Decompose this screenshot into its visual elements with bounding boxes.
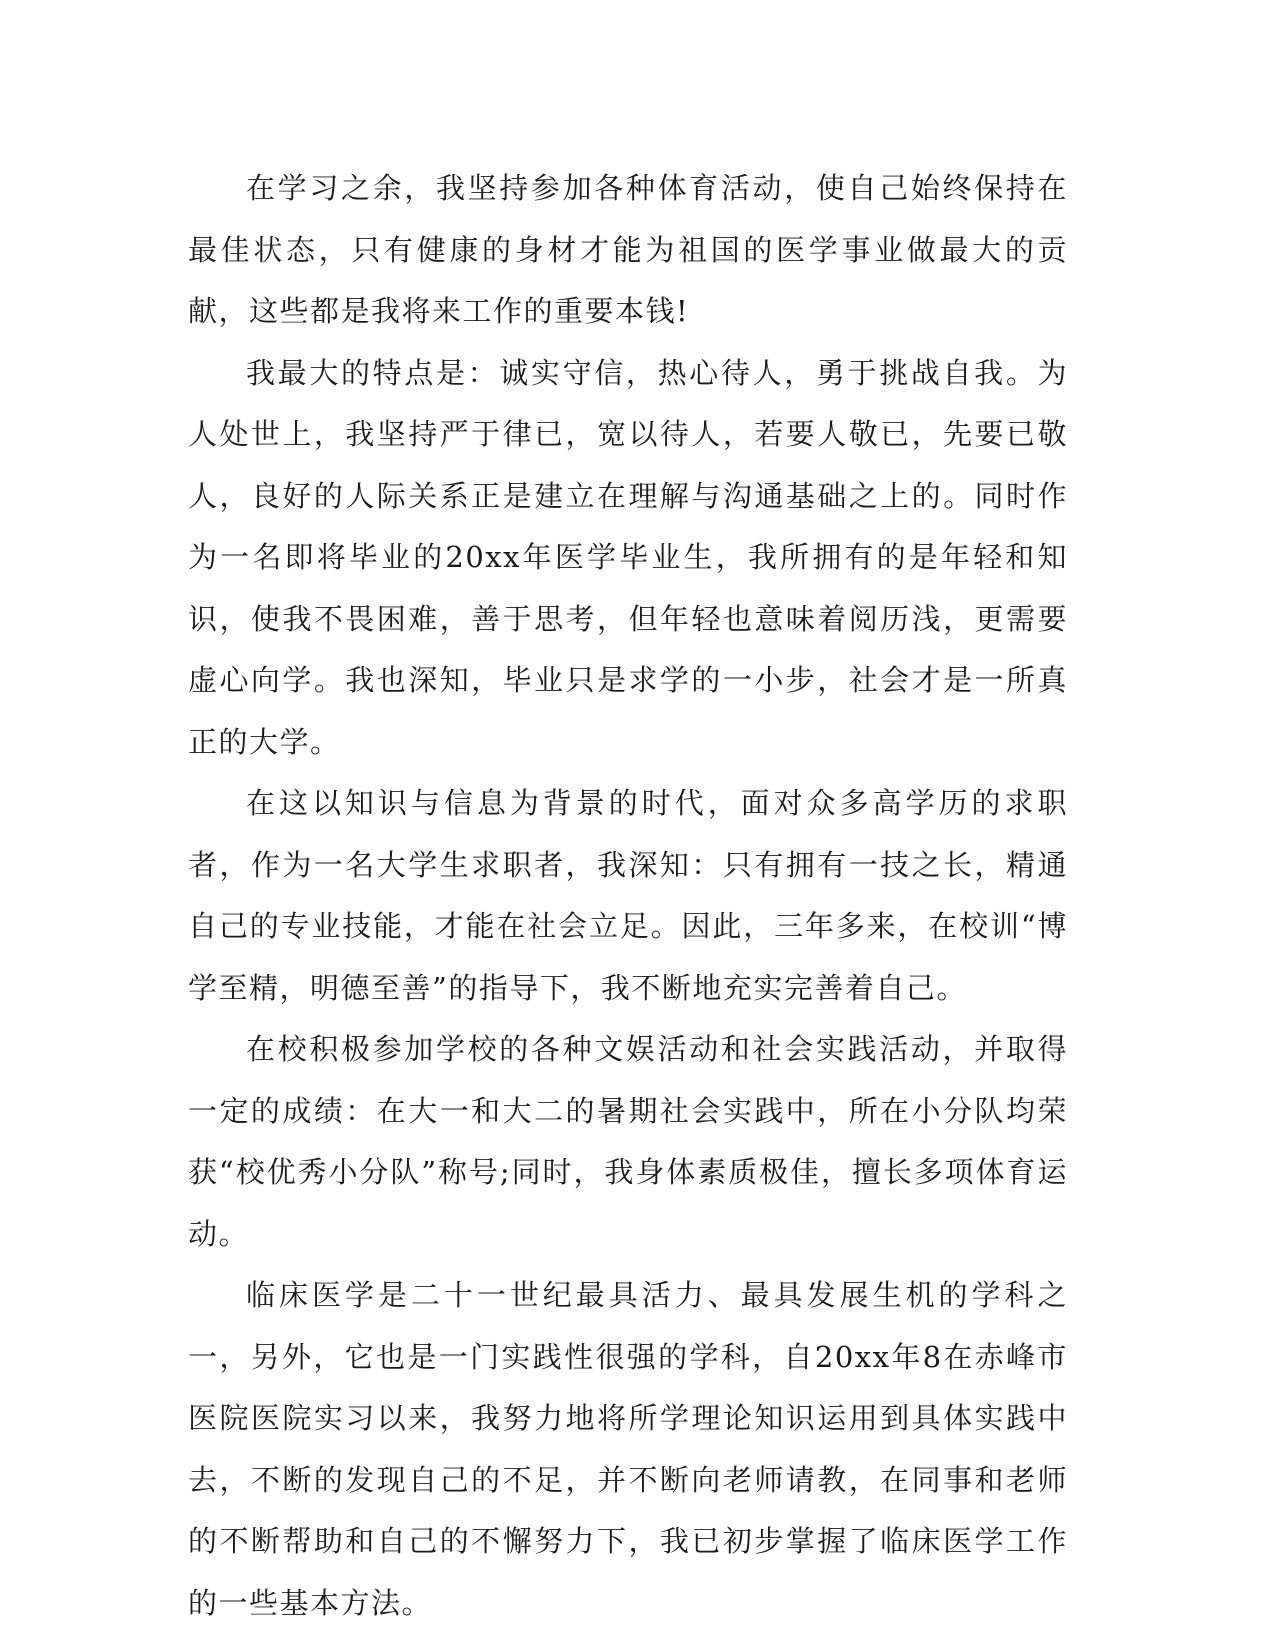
document-body	[188, 158, 1068, 1634]
paragraph-clinical-medicine: 临床医学是二十一世纪最具活力、最具发展生机的学科之一，另外，它也是一门实践性很强的学科，自20xx年8在赤峰市医院医院实习以来，我努力地将所学理论知识运用到具体实践中去，不断的发现自己的不足，并不断向老师请教，在同事和老师的不断帮助和自己的不懈努力下，我已初步掌握了临床医学工作的一些基本方法。	[188, 1278, 1068, 1620]
paragraph-characteristics: 我最大的特点是：诚实守信，热心待人，勇于挑战自我。为人处世上，我坚持严于律已，宽以待人，若要人敬已，先要已敬人，良好的人际关系正是建立在理解与沟通基础之上的。同时作为一名即将毕业的20xx年医学毕业生，我所拥有的是年轻和知识，使我不畏困难，善于思考，但年轻也意味着阅历浅，更需要虚心向学。我也深知，毕业只是求学的一小步，社会才是一所真正的大学。	[188, 355, 1068, 759]
paragraph-sports: 在学习之余，我坚持参加各种体育活动，使自己始终保持在最佳状态，只有健康的身材才能为祖国的医学事业做最大的贡献，这些都是我将来工作的重要本钱!	[188, 171, 1068, 328]
paragraph-school-activities: 在校积极参加学校的各种文娱活动和社会实践活动，并取得一定的成绩：在大一和大二的暑期社会实践中，所在小分队均荣获“校优秀小分队”称号;同时，我身体素质极佳，擅长多项体育运动。	[188, 1032, 1068, 1251]
paragraph-knowledge-era: 在这以知识与信息为背景的时代，面对众多高学历的求职者，作为一名大学生求职者，我深知：只有拥有一技之长，精通自己的专业技能，才能在社会立足。因此，三年多来，在校训“博学至精，明德至善”的指导下，我不断地充实完善着自己。	[188, 786, 1068, 1005]
